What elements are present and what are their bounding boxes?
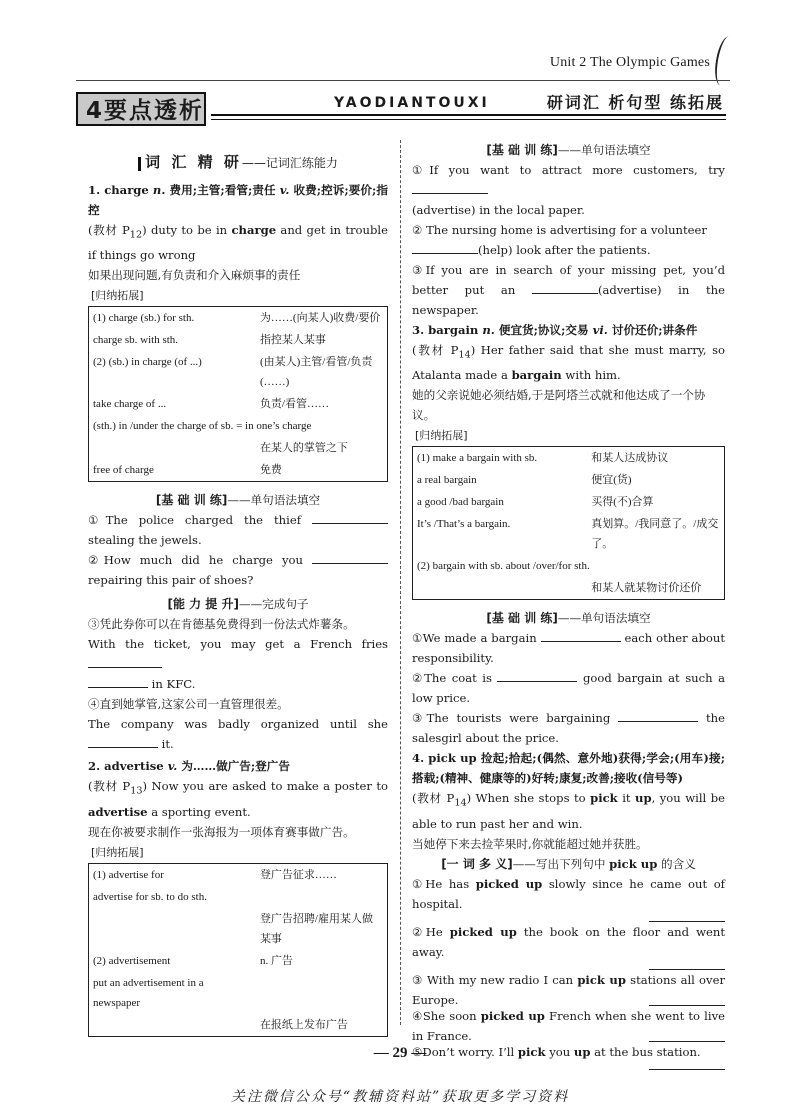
expand-phrase: free of charge bbox=[93, 464, 154, 477]
expand-meaning: 免费 bbox=[259, 464, 282, 477]
answer-blank[interactable] bbox=[312, 511, 388, 524]
banner-subtitle: 研词汇 析句型 练拓展 bbox=[546, 93, 724, 112]
expand-meaning: 登广告征求…… bbox=[259, 868, 337, 881]
expand-meaning: 在报纸上发布广告 bbox=[259, 1018, 348, 1031]
answer-blank[interactable] bbox=[312, 551, 388, 564]
answer-blank[interactable] bbox=[412, 181, 488, 194]
right-column bbox=[412, 140, 725, 1070]
answer-blank[interactable] bbox=[618, 709, 698, 722]
expand-phrase: charge sb. with sth. bbox=[93, 334, 179, 347]
expand-meaning: 和某人达成协议 bbox=[591, 452, 669, 465]
expand-row bbox=[89, 459, 388, 482]
expand-phrase: (sth.) in /under the charge of sb. = in one’s charge bbox=[93, 420, 312, 433]
unit-header: Unit 2 The Olympic Games bbox=[549, 55, 710, 70]
answer-blank[interactable] bbox=[532, 281, 598, 294]
entry-advertise-quote: (教材 $P_{13}$) Now you are asked to make a poster to advertise a sporting event. bbox=[88, 779, 389, 819]
expand-meaning: 负责/看管…… bbox=[259, 398, 329, 411]
charge-ability-q3: With the ticket, you may get a French fries in KFC. bbox=[88, 637, 388, 692]
expand-row bbox=[413, 577, 725, 600]
expand-phrase: put an advertisement in a newspaper bbox=[93, 976, 204, 1009]
charge-drill-heading: [基 础 训 练]——单句语法填空 bbox=[155, 493, 321, 508]
answer-blank[interactable] bbox=[497, 669, 577, 682]
entry-charge-quote: (教材 $P_{12}$) duty to be in charge and get in trouble if things go wrong bbox=[88, 223, 388, 263]
expand-row bbox=[89, 415, 388, 437]
expand-meaning: 和某人就某物讨价还价 bbox=[591, 582, 702, 595]
answer-line[interactable] bbox=[649, 962, 725, 970]
expand-meaning: 真划算。/我同意了。/成交了。 bbox=[591, 518, 719, 551]
expand-row bbox=[413, 555, 725, 577]
bargain-drill-q3: ③The tourists were bargaining the salesgirl about the price. bbox=[412, 711, 725, 746]
expand-row bbox=[89, 1014, 388, 1037]
pickup-sentence-1: ①He has picked up slowly since he came out of hospital. bbox=[412, 874, 725, 922]
bargain-drill-q1: ①We made a bargain each other about responsibility. bbox=[412, 631, 725, 666]
expand-meaning: (由某人)主管/看管/负责(……) bbox=[259, 356, 373, 389]
advertise-drill-heading: [基 础 训 练]——单句语法填空 bbox=[486, 143, 651, 157]
bargain-drill-heading: [基 础 训 练]——单句语法填空 bbox=[486, 611, 651, 626]
expand-row bbox=[89, 437, 388, 459]
charge-drill-q1: ①The police charged the thief stealing the jewels. bbox=[88, 510, 388, 550]
expand-phrase bbox=[413, 577, 588, 600]
banner-title-box bbox=[76, 92, 206, 126]
entry-charge-translation: 如果出现问题,有负责和介入麻烦事的责任 bbox=[88, 268, 301, 283]
banner-rule bbox=[211, 114, 726, 116]
heading-bar bbox=[138, 157, 141, 171]
expand-row bbox=[89, 886, 388, 908]
entry-bargain-translation: 她的父亲说她必须结婚,于是阿塔兰忒就和他达成了一个协议。 bbox=[412, 388, 706, 423]
charge-ability-q4: The company was badly organized until she it. bbox=[88, 717, 388, 752]
charge-ability-q3-zh: ③凭此券你可以在肯德基免费得到一份法式炸薯条。 bbox=[88, 617, 355, 632]
entry-bargain-quote: (教材 $P_{14}$) Her father said that she must marry, so Atalanta made a bargain with him. bbox=[412, 343, 726, 383]
answer-line[interactable] bbox=[649, 1034, 725, 1042]
pickup-sentence-4: ④She soon picked up French when she went to live in France. bbox=[412, 1008, 725, 1043]
banner-title: 4要点透析 bbox=[86, 98, 205, 124]
advertise-drill-q3: ③If you are in search of your missing pet, you’d better put an (advertise) in the newspaper. bbox=[412, 263, 725, 317]
banner-rule-thin bbox=[211, 119, 726, 120]
bargain-drill-q2: ②The coat is good bargain at such a low price. bbox=[412, 671, 725, 706]
page-number: — 29 — bbox=[373, 1045, 427, 1061]
pickup-sentence-5: ⑤Don’t worry. I’ll pick you up at the bus station. bbox=[412, 1042, 725, 1070]
expand-meaning bbox=[256, 972, 388, 1014]
section-banner bbox=[76, 92, 726, 126]
entry-pickup-translation: 当她停下来去捡苹果时,你就能超过她并获胜。 bbox=[412, 836, 648, 851]
expand-row bbox=[89, 329, 388, 351]
answer-blank[interactable] bbox=[541, 629, 621, 642]
expand-phrase: advertise for sb. to do sth. bbox=[93, 890, 207, 903]
charge-expand-label: [归纳拓展] bbox=[91, 289, 144, 303]
expand-row bbox=[89, 307, 388, 330]
answer-line[interactable] bbox=[649, 914, 725, 922]
expand-phrase: take charge of ... bbox=[93, 398, 167, 411]
pickup-sentence-2: ②He picked up the book on the floor and went away. bbox=[412, 922, 725, 970]
entry-bargain-head: 3. bargain n. 便宜货;协议;交易 vi. 讨价还价;讲条件 bbox=[412, 323, 698, 337]
expand-phrase: (2) advertisement bbox=[93, 954, 171, 967]
expand-meaning: 买得(不)合算 bbox=[591, 496, 654, 509]
expand-row bbox=[413, 513, 725, 555]
expand-row bbox=[413, 469, 725, 491]
charge-expand-table bbox=[88, 306, 388, 482]
expand-row bbox=[89, 863, 388, 886]
expand-phrase: (1) advertise for bbox=[93, 868, 164, 881]
expand-phrase bbox=[89, 1014, 256, 1037]
entry-advertise-translation: 现在你被要求制作一张海报为一项体育赛事做广告。 bbox=[88, 824, 355, 839]
expand-phrase: (2) (sb.) in charge (of ...) bbox=[93, 356, 202, 369]
answer-blank[interactable] bbox=[88, 655, 162, 668]
expand-meaning: 便宜(货) bbox=[591, 474, 632, 487]
answer-blank[interactable] bbox=[88, 675, 148, 688]
advertise-expand-label: [归纳拓展] bbox=[91, 845, 144, 859]
charge-ability-q4-zh: ④直到她掌管,这家公司一直管理很差。 bbox=[88, 697, 289, 712]
expand-phrase: (1) charge (sb.) for sth. bbox=[93, 312, 195, 325]
column-divider bbox=[400, 140, 401, 1025]
expand-row bbox=[413, 447, 725, 470]
expand-meaning: 指控某人某事 bbox=[259, 334, 326, 347]
pickup-sentence-3: ③ With my new radio I can pick up stations all over Europe. bbox=[412, 972, 725, 1007]
bargain-expand-table bbox=[412, 446, 725, 600]
entry-charge-head: 1. charge n. 费用;主管;看管;责任 v. 收费;控诉;要价;指控 bbox=[88, 183, 388, 217]
pickup-multi-heading: [一 词 多 义]——写出下列句中 pick up 的含义 bbox=[441, 856, 696, 871]
expand-meaning: 登广告招聘/雇用某人做某事 bbox=[259, 912, 373, 945]
expand-row bbox=[413, 491, 725, 513]
advertise-drill-q1: ①If you want to attract more customers, try (advertise) in the local paper. bbox=[412, 163, 725, 217]
expand-row bbox=[89, 950, 388, 972]
expand-meaning: n. 广告 bbox=[259, 954, 293, 967]
expand-phrase: It’s /That’s a bargain. bbox=[417, 518, 511, 531]
expand-phrase: a real bargain bbox=[417, 474, 477, 487]
footer-notice: 关注微信公众号“教辅资料站”获取更多学习资料 bbox=[230, 1089, 570, 1105]
header-rule bbox=[76, 80, 730, 81]
expand-row bbox=[89, 972, 388, 1014]
left-column bbox=[88, 140, 388, 1037]
expand-row bbox=[89, 908, 388, 950]
advertise-drill-q2: ② The nursing home is advertising for a volunteer (help) look after the patients. bbox=[412, 223, 707, 257]
expand-meaning: 在某人的掌管之下 bbox=[259, 442, 348, 455]
expand-row bbox=[89, 351, 388, 393]
answer-line[interactable] bbox=[649, 998, 725, 1006]
expand-phrase: a good /bad bargain bbox=[417, 496, 504, 509]
expand-meaning bbox=[256, 886, 388, 908]
banner-pinyin: YAODIANTOUXI bbox=[334, 95, 490, 111]
entry-advertise-head: 2. advertise v. 为……做广告;登广告 bbox=[88, 759, 290, 774]
charge-ability-heading: [能 力 提 升]——完成句子 bbox=[167, 597, 309, 612]
expand-meaning: 为……(向某人)收费/要价 bbox=[259, 312, 381, 325]
entry-pickup-quote: (教材 $P_{14}$) When she stops to pick it up, you will be able to run past her and win. bbox=[412, 791, 725, 831]
expand-phrase bbox=[89, 437, 256, 459]
expand-phrase bbox=[89, 908, 256, 950]
charge-drill-q2: ②How much did he charge you repairing this pair of shoes? bbox=[88, 550, 388, 590]
vocab-section-title: 词 汇 精 研——记词汇练能力 bbox=[145, 153, 338, 171]
entry-pickup-head: 4. pick up 捡起;拾起;(偶然、意外地)获得;学会;(用车)接;搭载;(精神、健康等的)好转;康复;改善;接收(信号等) bbox=[412, 751, 725, 786]
expand-row bbox=[89, 393, 388, 415]
bargain-expand-label: [归纳拓展] bbox=[415, 429, 468, 443]
answer-blank[interactable] bbox=[88, 735, 158, 748]
answer-blank[interactable] bbox=[412, 241, 478, 254]
expand-phrase: (1) make a bargain with sb. bbox=[417, 452, 538, 465]
advertise-expand-table bbox=[88, 863, 388, 1037]
vocab-section-heading bbox=[88, 140, 388, 180]
expand-phrase: (2) bargain with sb. about /over/for sth. bbox=[417, 560, 590, 573]
